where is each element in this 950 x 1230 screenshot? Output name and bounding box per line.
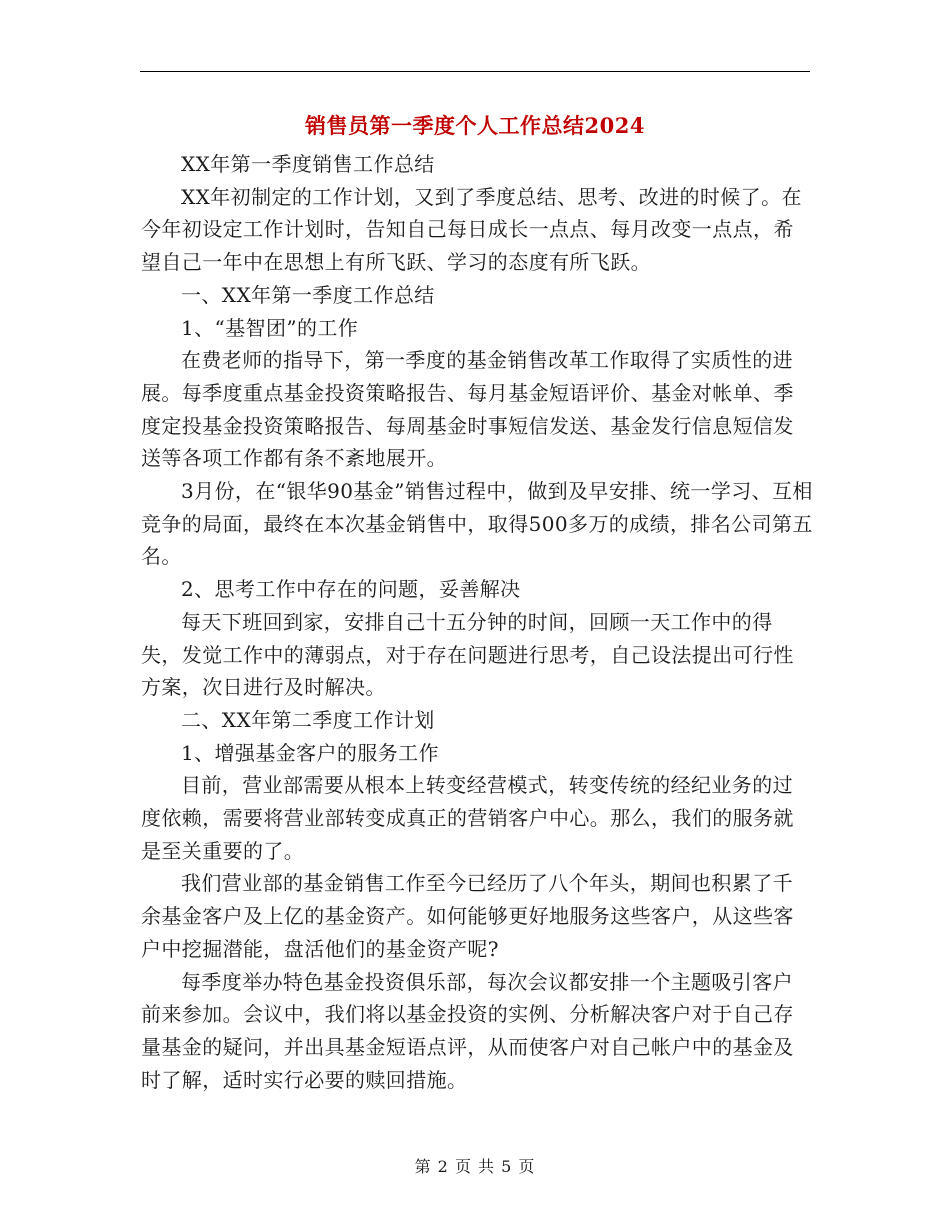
document-title: 销售员第一季度个人工作总结2024 — [305, 113, 645, 138]
paragraph-client-base: 我们营业部的基金销售工作至今已经历了八个年头，期间也积累了千余基金客户及上亿的基金资产。如何能够更好地服务这些客户，从这些客户中挖掘潜能，盘活他们的基金资产呢? — [141, 871, 794, 961]
paragraph-investment-club: 每季度举办特色基金投资俱乐部，每次会议都安排一个主题吸引客户前来参加。会议中，我们将以基金投资的实例、分析解决客户对于自己存量基金的疑问，并出具基金短语点评，从而使客户对自己帐户中的基金及时了解，适时实行必要的赎回措施。 — [141, 969, 794, 1092]
heading-q1-summary: 一、XX年第一季度工作总结 — [181, 282, 435, 307]
subheading-client-service: 1、增强基金客户的服务工作 — [181, 740, 439, 765]
paragraph-reform-progress: 在费老师的指导下，第一季度的基金销售改革工作取得了实质性的进展。每季度重点基金投资策略报告、每月基金短语评价、基金对帐单、季度定投基金投资策略报告、每周基金时事短信发送、基金发行信息短信发送等各项工作都有条不紊地展开。 — [141, 348, 794, 471]
paragraph-daily-review: 每天下班回到家，安排自己十五分钟的时间，回顾一天工作中的得失，发觉工作中的薄弱点，对于存在问题进行思考，自己设法提出可行性方案，次日进行及时解决。 — [141, 609, 794, 700]
section-heading-summary: XX年第一季度销售工作总结 — [181, 152, 435, 176]
intro-paragraph: XX年初制定的工作计划，又到了季度总结、思考、改进的时候了。在今年初设定工作计划时，告知自己每日成长一点点、每月改变一点点，希望自己一年中在思想上有所飞跃、学习的态度有所飞跃。 — [141, 184, 802, 275]
document-body — [141, 148, 813, 1096]
heading-q2-plan: 二、XX年第二季度工作计划 — [181, 707, 435, 732]
subheading-problems: 2、思考工作中存在的问题，妥善解决 — [181, 577, 521, 602]
subheading-team-work: 1、“基智团”的工作 — [181, 315, 359, 340]
page-number: 第 2 页 共 5 页 — [414, 1157, 536, 1176]
paragraph-business-model: 目前，营业部需要从根本上转变经营模式，转变传统的经纪业务的过度依赖，需要将营业部转变成真正的营销客户中心。那么，我们的服务就是至关重要的了。 — [141, 773, 794, 863]
paragraph-march-sales: 3月份，在“银华90基金”销售过程中，做到及早安排、统一学习、互相竞争的局面，最终在本次基金销售中，取得500多万的成绩，排名公司第五名。 — [141, 479, 813, 569]
header-rule — [140, 71, 810, 72]
